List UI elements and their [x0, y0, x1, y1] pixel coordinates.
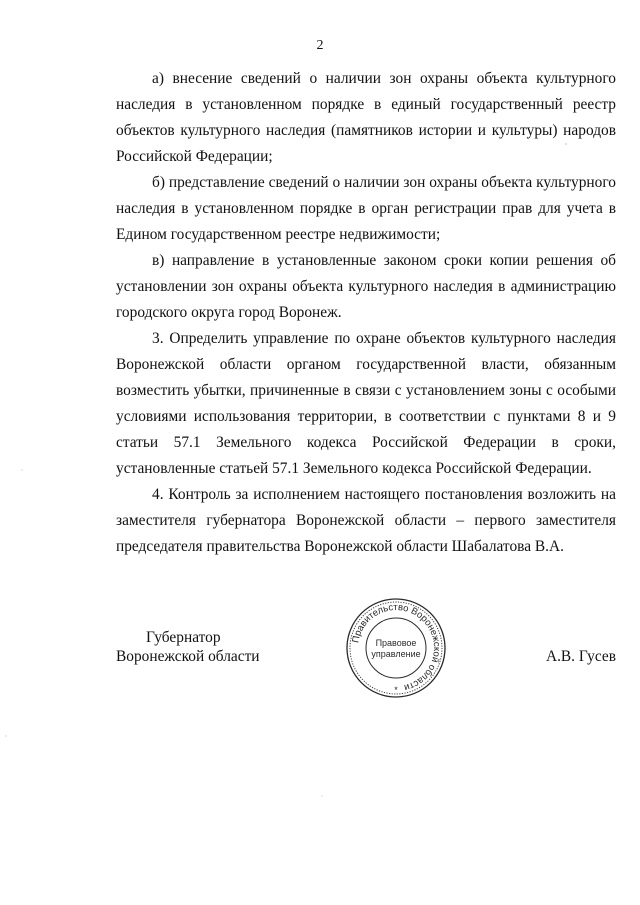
paragraph-b: б) представление сведений о наличии зон охраны объекта культурного наследия в установленном порядке в орган регистрации прав для учета в Едином государственном реестре недвижимости; — [116, 174, 616, 243]
stamp-outer-ring — [347, 599, 445, 697]
paragraph-a: а) внесение сведений о наличии зон охраны объекта культурного наследия в установленном порядке в единый государственный реестр объектов культурного наследия (памятников истории и культуры) народов Российской Федерации; — [116, 70, 616, 165]
stamp-ring-text: Правительство Воронежской области — [350, 601, 443, 694]
paragraph-4: 4. Контроль за исполнением настоящего постановления возложить на заместителя губернатора Воронежской области – первого заместителя председателя правительства Воронежской области Шабалатова В.А. — [116, 486, 616, 555]
stamp-center-line1: Правовое — [375, 638, 417, 648]
stamp-inner-ring — [366, 618, 426, 678]
official-stamp — [344, 596, 448, 700]
signatory-title-line1: Губернатор — [146, 629, 221, 646]
document-body — [116, 66, 616, 560]
paragraph-v: в) направление в установленные законом сроки копии решения об установлении зон охраны объекта культурного наследия в администрацию городского округа город Воронеж. — [116, 252, 616, 321]
page-number: 2 — [316, 38, 324, 53]
signatory-name: А.В. Гусев — [545, 648, 616, 665]
stamp-star: * — [394, 685, 398, 695]
stamp-center-line2: управление — [371, 649, 421, 659]
signatory-title-line2: Воронежской области — [116, 648, 260, 665]
paragraph-3: 3. Определить управление по охране объектов культурного наследия Воронежской области органом государственной власти, обязанным возместить убытки, причиненные в связи с установлением зоны с особыми условиями использования территории, в соответствии с пунктами 8 и 9 статьи 57.1 Земельного кодекса Российской Федерации в сроки, установленные статьей 57.1 Земельного кодекса Российской Федерации. — [116, 330, 616, 477]
